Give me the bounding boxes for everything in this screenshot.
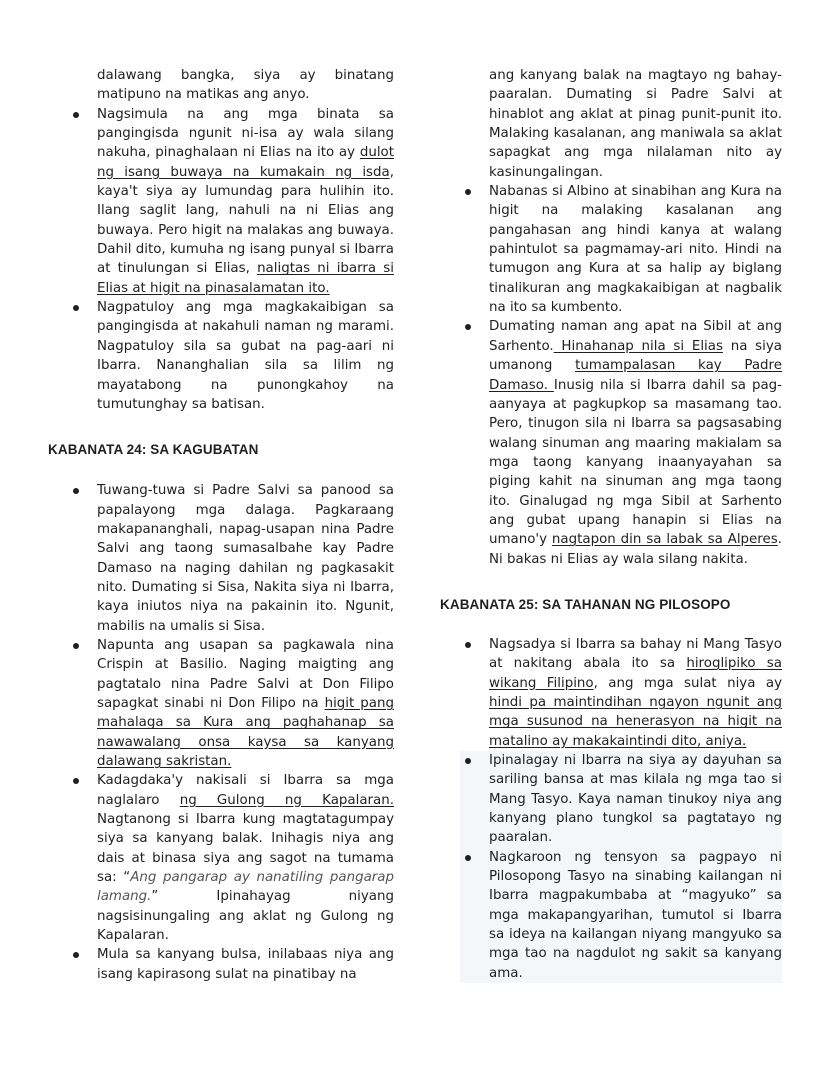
continued-paragraph: dalawang bangka, siya ay binatang matipuno na matikas ang anyo. (97, 68, 394, 103)
text-segment: Nagtanong si Ibarra kung magtatagumpay siya sa kanyang balak. Inihagis niya ang dais at binasa siya ang sagot na tumama sa: “ (97, 812, 394, 886)
text-segment: . Ni bakas ni Elias ay wala silang nakita. (489, 532, 782, 567)
list-item: Nabanas si Albino at sinabihan ang Kura na higit na malaking kasalanan ang pangahasan ang hindi kanya at walang pahintulot sa pagmamay-ari nito. Hindi na tumugon ang Kura at sa halip ay biglang tinalikuran ang magkakaibigan at nagbalik na ito sa kumbento. (440, 182, 782, 317)
list-item (48, 636, 394, 771)
bullet-list-25 (440, 635, 782, 983)
underlined-text: tumampalasan kay Padre Damaso. (489, 358, 782, 393)
underlined-text: higit pang mahalaga sa Kura ang paghahanap sa nawawalang onsa kaysa sa kanyang dalawang sakristan. (97, 695, 394, 769)
underlined-text: hiroglipiko sa wikang Filipino (489, 656, 782, 691)
list-item: Nagkaroon ng tensyon sa pagpayo ni Pilosopong Tasyo na sinabing kailangan ni Ibarra magpakumbaba at “magyuko” sa mga makapangyarihan, tumutol si Ibarra sa ideya na kailangan niyang mangyuko sa mga tao na nagdulot ng sakit sa kanyang ama. (460, 848, 782, 983)
list-item (440, 635, 782, 751)
list-item (48, 105, 394, 298)
underlined-text: hindi pa maintindihan ngayon ngunit ang mga susunod na henerasyon na higit na matalino ay makakaintindi dito, aniya. (489, 694, 782, 749)
bullet-list-23 (48, 105, 394, 415)
text-segment: Napunta ang usapan sa pagkawala nina Crispin at Basilio. Naging maigting ang pagtatalo nina Padre Salvi at Don Filipo sapagkat sinabi ni Don Filipo na (97, 637, 394, 711)
italic-quote: Ang pangarap ay nanatiling pangarap lamang. (97, 870, 394, 905)
list-item: Mula sa kanyang bulsa, inilabaas niya ang isang kapirasong sulat na pinatibay na (48, 945, 394, 984)
list-item: Tuwang-tuwa si Padre Salvi sa panood sa papalayong mga dalaga. Pagkaraang makapananghali, napag-usapan nina Padre Salvi ang taong sumasalbahe kay Padre Damaso na naging dahilan ng pagkasakit nito. Dumating si Sisa, Nakita siya ni Ibarra, kaya iniutos niya na pakainin ito. Ngunit, mabilis na umalis si Sisa. (48, 481, 394, 636)
text-segment: Nagsimula na ang mga binata sa pangingisda ngunit ni-isa ay wala silang nakuha, pinaghalaan ni Elias na ito ay (97, 106, 394, 161)
list-item: Nagpatuloy ang mga magkakaibigan sa pangingisda at nakahuli naman ng marami. Nagpatuloy sila sa gubat na pag-aari ni Ibarra. Nananghalian sila sa lilim ng mayatabong na punongkahoy na tumutunghay sa batisan. (48, 298, 394, 414)
text-segment: Kadagdaka'y nakisali si Ibarra sa mga naglalaro (97, 773, 394, 808)
underlined-text: nagtapon din sa labak sa Alperes (551, 532, 778, 548)
underlined-text: dulot ng isang buwaya na kumakain ng isda (97, 145, 394, 180)
text-segment: , ang mga sulat niya ay (593, 675, 782, 691)
right-column (440, 66, 782, 983)
text-segment: Nagsadya si Ibarra sa bahay ni Mang Tasyo at nakitang abala ito sa (489, 636, 782, 672)
underlined-text: ng Gulong ng Kapalaran. (179, 792, 394, 808)
bullet-list-24 (48, 481, 394, 984)
bullet-list-24b (440, 182, 782, 569)
continued-paragraph: ang kanyang balak na magtayo ng bahay-paaralan. Dumating si Padre Salvi at hinablot ang aklat at pinag punit-punit ito. Malaking kasalanan, ang maniwala sa aklat sapagkat ang mga nilalaman nito ay kasinungalingan. (489, 68, 782, 180)
text-segment: ” Ipinahayag niyang nagsisinungaling ang aklat ng Gulong ng Kapalaran. (97, 889, 394, 944)
list-item (48, 771, 394, 945)
list-item (440, 317, 782, 568)
text-segment: Dumating naman ang apat na Sibil at ang Sarhento. (489, 319, 782, 354)
underlined-text: naligtas ni ibarra si Elias at higit na pinasalamatan ito. (97, 261, 394, 296)
list-item: Ipinalagay ni Ibarra na siya ay dayuhan sa sariling bansa at mas kilala ng mga tao si Mang Tasyo. Kaya naman tinukoy niya ang kanyang plano tungkol sa pagtatayo ng paaralan. (460, 751, 782, 848)
text-segment: na siya umanong (489, 338, 782, 374)
text-segment: , kaya't siya ay lumundag para hulihin ito. Ilang saglit lang, nahuli na ni Elias ang buwaya. Pero higit na malakas ang buwaya. Dahil dito, kumuha ng isang punyal si Ibarra at tinulungan si Elias, (97, 164, 394, 277)
left-column (48, 66, 394, 984)
chapter-heading-25: KABANATA 25: SA TAHANAN NG PILOSOPO (440, 596, 731, 612)
underlined-text: Hinahanap nila si Elias (553, 338, 723, 354)
chapter-heading-24: KABANATA 24: SA KAGUBATAN (48, 442, 259, 458)
text-segment: Inusig nila si Ibarra dahil sa pag-aanyaya at pagkupkop sa masamang tao. Pero, tinugon sila ni Ibarra sa pagsasabing walang sinuman ang maaring makialam sa mga taong kanyang inaanyayahan sa piging kahit na sinuman ang mga taong ito. Ginalugad ng mga Sibil at Sarhento ang gubat upang hanapin si Elias na umano'y (489, 377, 782, 548)
